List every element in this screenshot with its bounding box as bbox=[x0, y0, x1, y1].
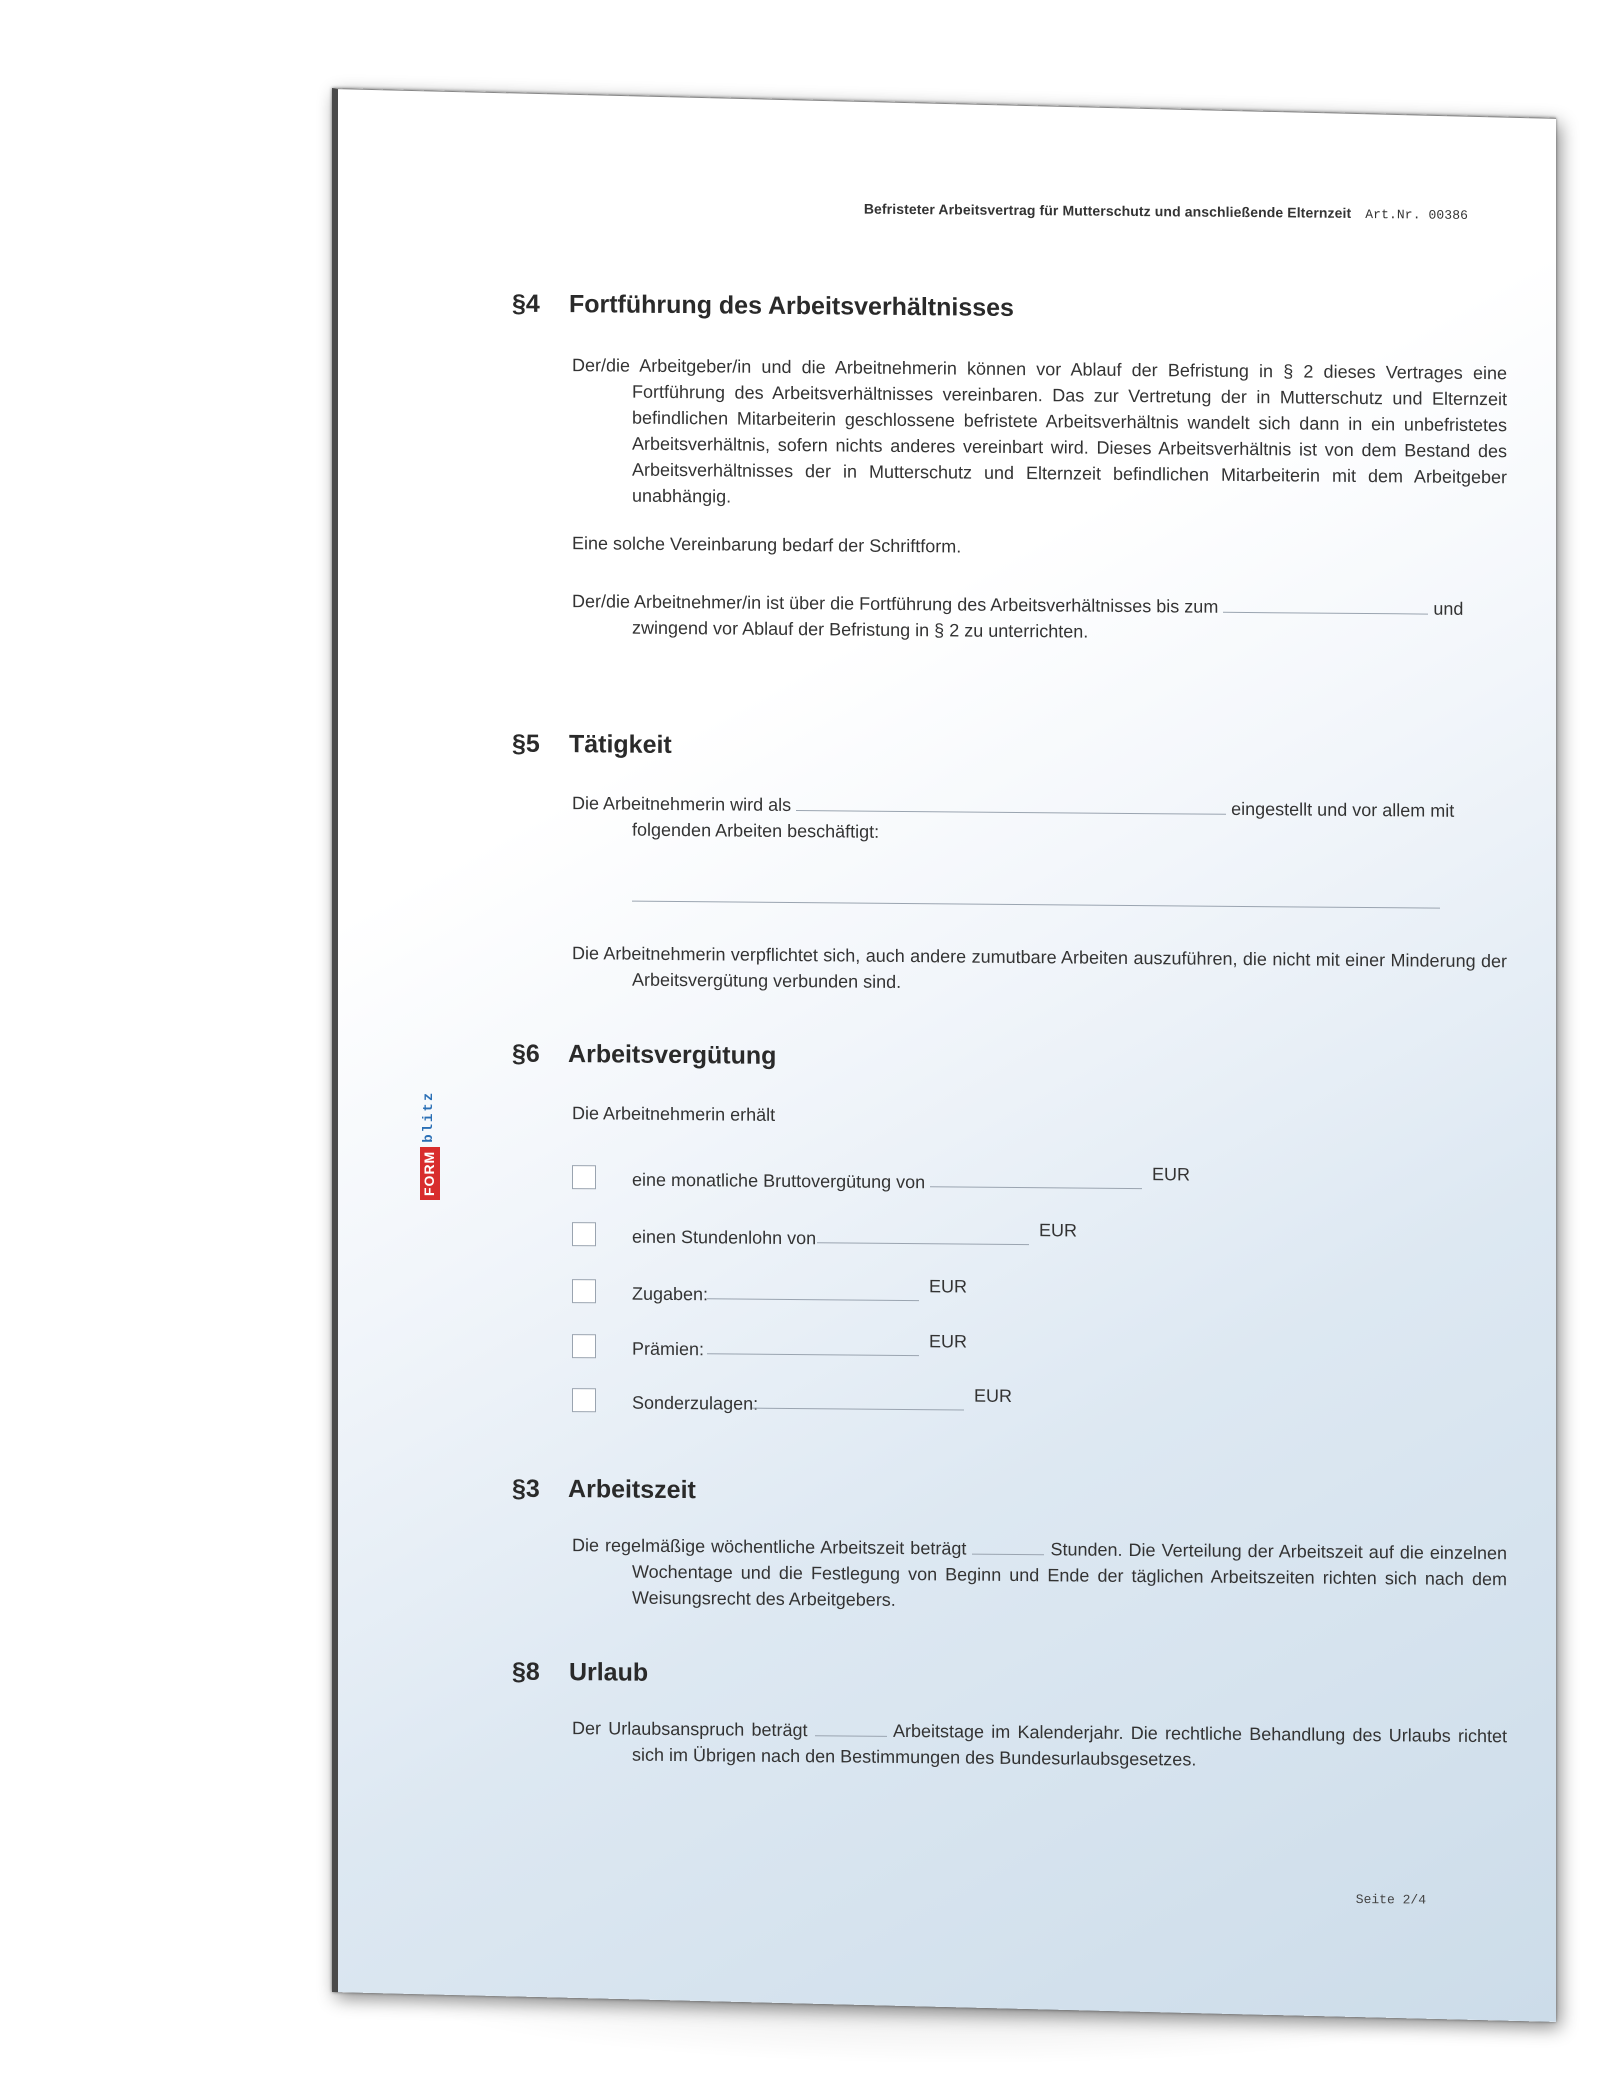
document-header bbox=[864, 201, 1468, 223]
working-time-text: Die regelmäßige wöchentliche Arbeitszeit beträgt bbox=[572, 1535, 967, 1559]
pay-option-monthly bbox=[572, 1164, 1191, 1200]
section-8-paragraph bbox=[572, 1715, 1507, 1775]
section-4-paragraph-3 bbox=[572, 588, 1507, 648]
logo-blitz: blitz bbox=[421, 1090, 437, 1143]
option-label: Sonderzulagen: bbox=[632, 1392, 759, 1414]
section-title: Fortführung des Arbeitsverhältnisses bbox=[568, 290, 1014, 322]
extras-checkbox[interactable] bbox=[572, 1279, 596, 1303]
section-number: §5 bbox=[512, 729, 540, 758]
pay-option-bonus bbox=[572, 1331, 1172, 1369]
extras-field[interactable] bbox=[707, 1298, 919, 1301]
notice-date-field[interactable] bbox=[1223, 598, 1428, 615]
hourly-wage-checkbox[interactable] bbox=[572, 1222, 596, 1246]
document-page bbox=[332, 88, 1556, 2022]
logo-text bbox=[420, 1052, 440, 1200]
notice-and: und bbox=[1433, 598, 1464, 619]
working-time-text-after: Stunden. Die Verteilung der Arbeitszeit auf die einzelnen Wochentage und die Festlegung von Beginn und Ende der täglichen Arbeitszeiten richten sich nach dem Weisungsrecht des Arbeitgebers. bbox=[632, 1539, 1507, 1610]
logo-form: FORM bbox=[420, 1147, 440, 1200]
option-label: Prämien: bbox=[632, 1338, 705, 1360]
job-title-field[interactable] bbox=[796, 796, 1226, 815]
page-content bbox=[332, 88, 1556, 2003]
pay-option-special-allowance bbox=[572, 1385, 1172, 1423]
option-label: eine monatliche Bruttovergütung von bbox=[632, 1169, 926, 1193]
section-title: Urlaub bbox=[568, 1658, 649, 1687]
currency-label: EUR bbox=[1152, 1164, 1191, 1185]
section-8-heading bbox=[512, 1658, 648, 1688]
pay-option-hourly bbox=[572, 1222, 1172, 1257]
job-duties-field[interactable] bbox=[632, 901, 1440, 909]
section-title: Arbeitsvergütung bbox=[568, 1040, 777, 1070]
notice-text: Der/die Arbeitnehmer/in ist über die Fortführung des Arbeitsverhältnisses bis zum bbox=[572, 591, 1219, 617]
monthly-salary-field[interactable] bbox=[930, 1186, 1142, 1189]
pay-option-extras bbox=[572, 1276, 1172, 1314]
section-number: §3 bbox=[512, 1474, 540, 1503]
hourly-wage-field[interactable] bbox=[817, 1242, 1029, 1245]
job-duties-text: folgenden Arbeiten beschäftigt: bbox=[632, 819, 880, 842]
bonus-checkbox[interactable] bbox=[572, 1334, 596, 1358]
monthly-salary-checkbox[interactable] bbox=[572, 1165, 596, 1189]
option-label: einen Stundenlohn von bbox=[632, 1226, 817, 1249]
section-3-heading bbox=[512, 1475, 696, 1506]
formblitz-logo bbox=[420, 1052, 440, 1200]
currency-label: EUR bbox=[974, 1385, 1013, 1406]
section-5-paragraph-2: Die Arbeitnehmerin verpflichtet sich, auch andere zumutbare Arbeiten auszuführen, die nicht mit einer Minderung der Arbeitsvergütung verbunden sind. bbox=[572, 943, 1507, 992]
job-title-text: Die Arbeitnehmerin wird als bbox=[572, 793, 792, 816]
currency-label: EUR bbox=[929, 1331, 968, 1352]
section-6-intro: Die Arbeitnehmerin erhält bbox=[572, 1103, 776, 1125]
header-title: Befristeter Arbeitsvertrag für Mutterschutz und anschließende Elternzeit bbox=[863, 200, 1352, 221]
option-label: Zugaben: bbox=[632, 1283, 709, 1305]
section-number: §8 bbox=[512, 1657, 540, 1686]
bonus-field[interactable] bbox=[707, 1353, 919, 1356]
job-title-text-after: eingestellt und vor allem mit bbox=[1231, 798, 1455, 821]
weekly-hours-field[interactable] bbox=[972, 1540, 1044, 1556]
section-5-paragraph-1 bbox=[572, 790, 1507, 850]
page-number: Seite 2/4 bbox=[1355, 1891, 1426, 1908]
section-number: §6 bbox=[512, 1039, 540, 1068]
section-4-paragraph-1: Der/die Arbeitgeber/in und die Arbeitnehmerin können vor Ablauf der Befristung in § 2 dieses Vertrages eine Fortführung des Arbeitsverhältnisses vereinbaren. Das zur Vertretung der in Mutterschutz und Elternzeit befindlichen Mitarbeiterin geschlossene befristete Arbeitsverhältnis wandelt sich dann in ein unbefristetes Arbeitsverhältnis, sofern nichts anderes vereinbart wird. Dieses Arbeitsverhältnis ist von dem Bestand des Arbeitsverhältnisses der in Mutterschutz und Elternzeit befindlichen Mitarbeiterin mit dem Arbeitgeber unabhängig. bbox=[572, 355, 1507, 507]
currency-label: EUR bbox=[929, 1276, 968, 1297]
section-3-paragraph bbox=[572, 1532, 1507, 1618]
section-number: §4 bbox=[512, 289, 540, 318]
vacation-days-field[interactable] bbox=[815, 1721, 887, 1737]
special-allowance-field[interactable] bbox=[752, 1408, 964, 1411]
notice-text-end: zwingend vor Ablauf der Befristung in § 2 zu unterrichten. bbox=[632, 617, 1089, 642]
section-6-heading bbox=[512, 1040, 776, 1071]
vacation-text-after: Arbeitstage im Kalenderjahr. Die rechtliche Behandlung des Urlaubs richtet sich im Übrigen nach den Bestimmungen des Bundesurlaubsgesetzes. bbox=[632, 1720, 1507, 1770]
article-number: Art.Nr. 00386 bbox=[1365, 207, 1468, 223]
currency-label: EUR bbox=[1039, 1220, 1078, 1241]
section-5-heading bbox=[512, 730, 672, 760]
section-4-heading bbox=[512, 290, 1014, 323]
special-allowance-checkbox[interactable] bbox=[572, 1388, 596, 1412]
vacation-text: Der Urlaubsanspruch beträgt bbox=[572, 1718, 808, 1741]
section-title: Tätigkeit bbox=[568, 730, 672, 759]
section-title: Arbeitszeit bbox=[568, 1475, 696, 1505]
section-4-paragraph-2: Eine solche Vereinbarung bedarf der Schriftform. bbox=[572, 533, 962, 557]
